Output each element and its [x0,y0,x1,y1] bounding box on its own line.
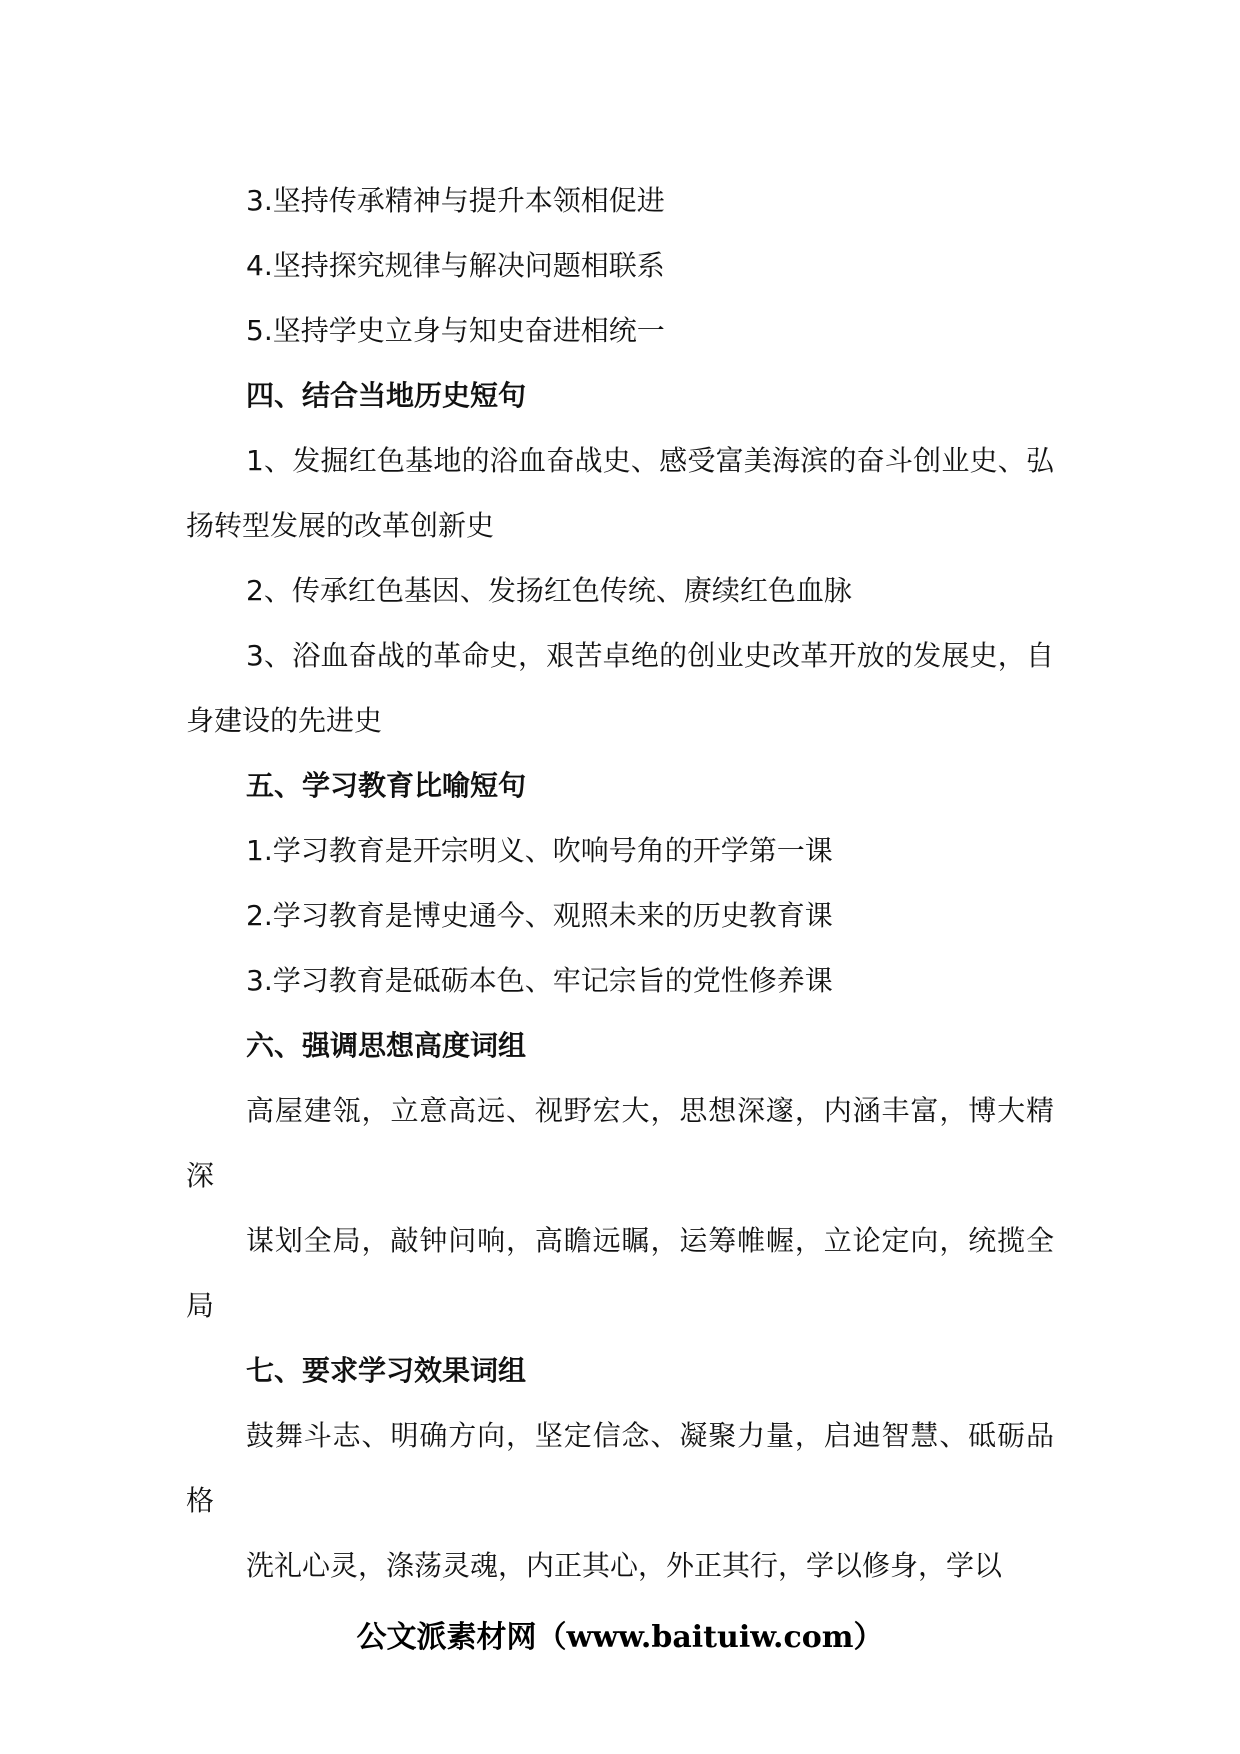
section-heading-6: 六、强调思想高度词组 [246,1029,527,1062]
footer-watermark: 公文派素材网（www.baituiw.com） [356,1620,884,1655]
section-heading-5: 五、学习教育比喻短句 [246,769,527,802]
list-item: 3.坚持传承精神与提升本领相促进 [246,184,665,217]
list-item: 谋划全局，敲钟问响，高瞻远瞩，运筹帷幄，立论定向，统揽全局 [186,1224,1054,1322]
list-item: 3、浴血奋战的革命史，艰苦卓绝的创业史改革开放的发展史，自身建设的先进史 [186,639,1054,737]
section-heading-4: 四、结合当地历史短句 [246,379,527,412]
section-heading-7: 七、要求学习效果词组 [246,1354,527,1387]
list-item: 鼓舞斗志、明确方向，坚定信念、凝聚力量，启迪智慧、砥砺品格 [186,1419,1054,1517]
document-body [186,168,1054,1598]
list-item: 2、传承红色基因、发扬红色传统、赓续红色血脉 [246,574,852,607]
list-item: 3.学习教育是砥砺本色、牢记宗旨的党性修养课 [246,964,833,997]
list-item: 5.坚持学史立身与知史奋进相统一 [246,314,665,347]
list-item: 洗礼心灵，涤荡灵魂，内正其心，外正其行，学以修身，学以 [246,1549,1003,1582]
list-item: 4.坚持探究规律与解决问题相联系 [246,249,665,282]
list-item: 高屋建瓴，立意高远、视野宏大，思想深邃，内涵丰富，博大精深 [186,1094,1054,1192]
list-item: 2.学习教育是博史通今、观照未来的历史教育课 [246,899,833,932]
list-item: 1、发掘红色基地的浴血奋战史、感受富美海滨的奋斗创业史、弘扬转型发展的改革创新史 [186,444,1054,542]
list-item: 1.学习教育是开宗明义、吹响号角的开学第一课 [246,834,833,867]
